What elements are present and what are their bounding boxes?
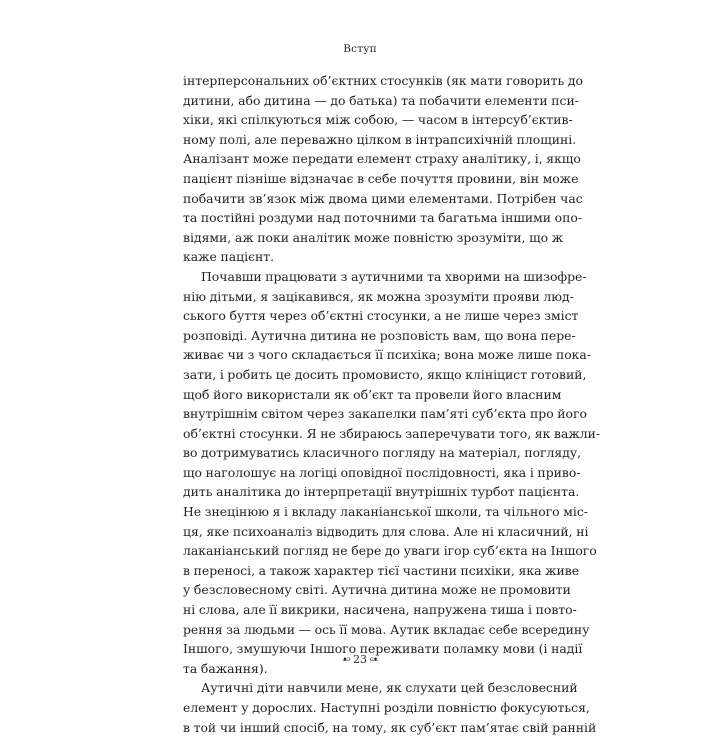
paragraph [183,71,583,267]
text-line: каже пацієнт. [183,249,275,265]
folio-number: 23 [353,653,367,666]
text-line: внутрішнім світом через закапелки пам’яті суб’єкта про його [183,406,587,422]
text-line: та бажання). [183,660,268,676]
text-line: щоб його використали як об’єкт та провели його власним [183,386,562,402]
text-line: ського буття через об’єктні стосунки, а не лише через зміст [183,308,579,324]
text-line: хіки, які спілкуються між собою, — часом в інтерсуб’єктив- [183,112,573,128]
text-line: відями, аж поки аналітик може повністю зрозуміти, що ж [183,229,564,245]
text-line: елемент у дорослих. Наступні розділи повністю фокусуються, [183,700,590,715]
text-line: Іншого, змушуючи Іншого переживати поламку мови (і надії [183,641,583,657]
text-line: живає чи з чого складається її психіка; вона може лише пока- [183,347,591,363]
text-line: Аналізант може передати елемент страху аналітику, і, якщо [183,151,581,167]
text-line: дить аналітика до інтерпретації внутрішніх турбот пацієнта. [183,484,580,500]
running-head: Вступ [343,43,377,55]
text-line: розповіді. Аутична дитина не розповість вам, що вона пере- [183,327,576,343]
paragraph [183,267,601,678]
text-line: ні слова, але її викрики, насичена, напружена тиша і повто- [183,602,577,618]
text-line: у безсловесному світі. Аутична дитина може не промовити [183,582,571,598]
text-line: Аутичні діти навчили мене, як слухати цей безсловесний [201,680,578,696]
text-line: побачити зв’язок між двома цими елементами. Потрібен час [183,190,583,206]
body-text [183,71,601,737]
text-line: в той чи інший спосіб, на тому, як суб’єкт пам’ятає свій ранній [183,719,597,735]
text-line: зати, і робить це досить промовисто, якщо клініцист готовий, [183,366,587,382]
folio-ornament-left: ᴥɔ [342,655,350,663]
text-line: рення за людьми — ось її мова. Аутик вкладає себе всередину [183,621,590,637]
text-line: та постійні роздуми над поточними та багатьма іншими опо- [183,210,583,226]
page-number [0,653,720,666]
text-line: Не знецінюю я і вкладу лаканіанської школи, та чільного міс- [183,504,588,520]
text-line: Почавши працювати з аутичними та хворими на шизофре- [201,268,587,284]
text-line: в переносі, а також характер тієї частини психіки, яка живе [183,562,580,578]
text-line: дитини, або дитина — до батька) та побачити елементи пси- [183,92,579,108]
text-line: інтерперсональних об’єктних стосунків (як мати говорить до [183,73,583,88]
text-line: во дотримуватись класичного погляду на матеріал, погляду, [183,445,582,461]
text-line: ця, яке психоаналіз відводить для слова. Але ні класичний, ні [183,523,589,539]
text-line: об’єктні стосунки. Я не збираюсь заперечувати того, як важли- [183,425,601,441]
text-line: пацієнт пізніше відзначає в себе почуття провини, він може [183,170,579,186]
folio-ornament-right: ɕᴥ [370,655,378,663]
text-line: лаканіанський погляд не бере до уваги ігор суб’єкта на Іншого [183,543,597,559]
text-line: що наголошує на логіці оповідної послідовності, яка і приво- [183,464,581,480]
text-line: ному полі, але переважно цілком в інтрапсихічній площині. [183,131,577,147]
paragraph [183,678,597,737]
text-line: нію дітьми, я зацікавився, як можна зрозуміти прояви люд- [183,288,574,304]
